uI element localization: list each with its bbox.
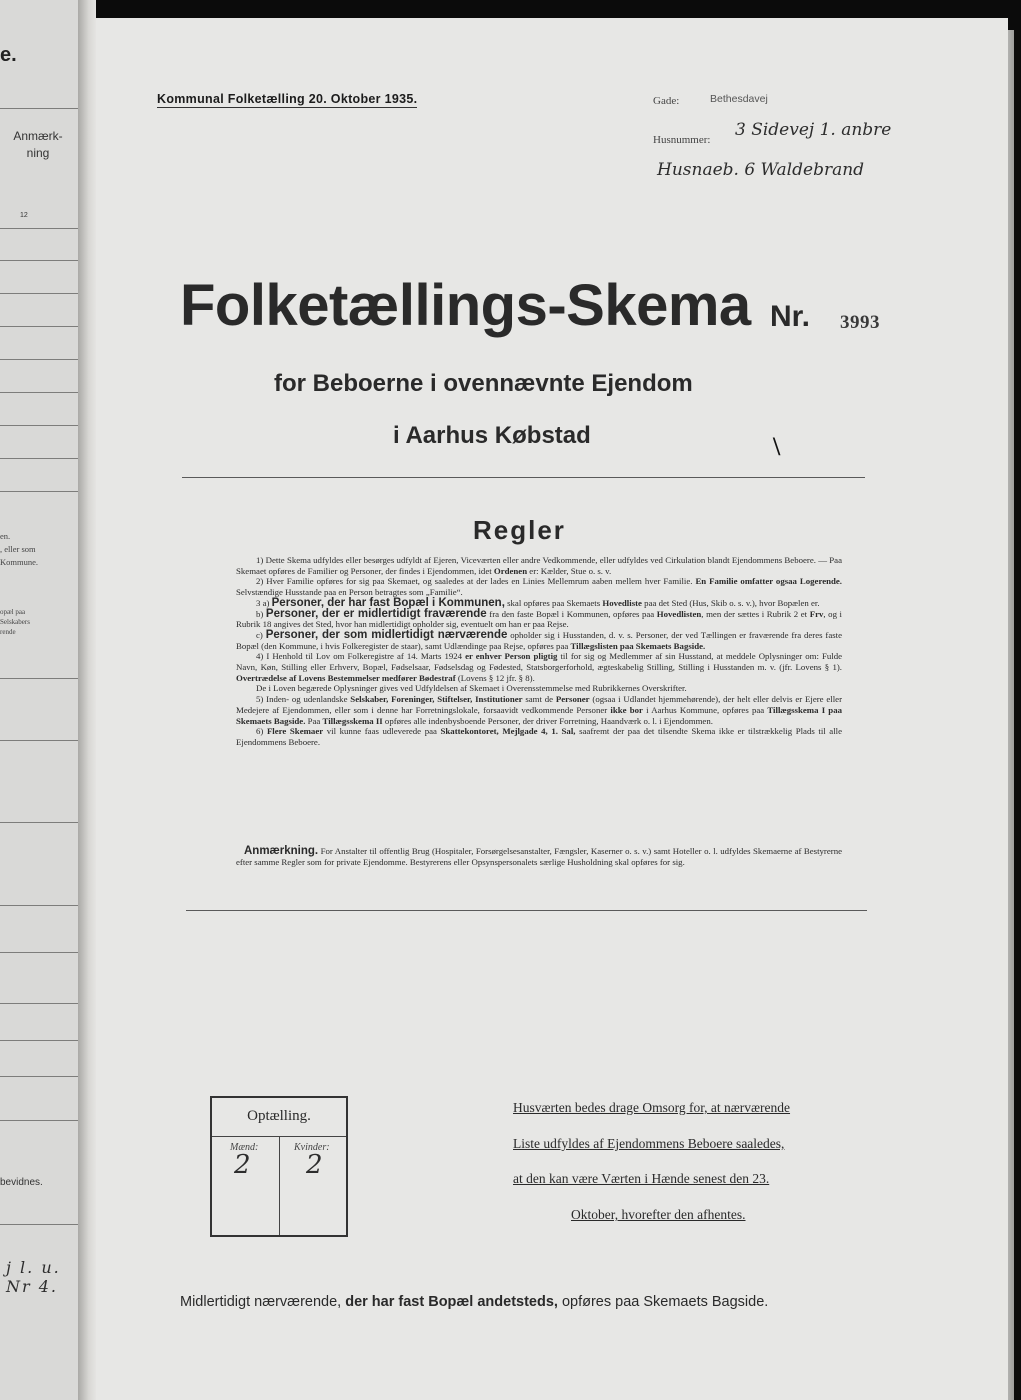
- remark-paragraph: [236, 846, 842, 868]
- left-page-note-1: en. , eller som Kommune.: [0, 531, 39, 567]
- remark-text: For Anstalter til offentlig Brug (Hospitaler, Forsørgelsesanstalter, Fængsler, Kaserner o. s. v.) samt Hoteller o. l. udfyldes Skemaerne af Bestyrerne efter samme Regler som for private Ejendomme. Bestyrerens eller Opsynspersonalets særlige Husholdning skal opføres for sig.: [236, 846, 842, 867]
- rules-body: [236, 555, 842, 748]
- divider-bottom: [186, 910, 867, 911]
- rule-4: 4) I Henhold til Lov om Folkeregistre af 14. Marts 1924 er enhver Person pligtig til for sig og Medlemmer af sin Husstand, at meddele Oplysninger om: Fulde Navn, Køn, Stilling eller Erhverv, Bopæl, Fødselsaar, Fødselsdag og Fødested, Statsborgerforhold, ægteskabelig Stilling, Stilling i Husstanden m. v. (jfr. Lovens § 1). Overtrædelse af Lovens Bestemmelser medfører Bødestraf (Lovens § 12 jfr. § 8).: [236, 651, 842, 683]
- census-line: Kommunal Folketælling 20. Oktober 1935.: [157, 92, 418, 106]
- rules-heading: Regler: [473, 515, 566, 545]
- street-label: Gade:: [653, 95, 680, 107]
- left-page-note-2: opæl paa Selskabers rende: [0, 608, 30, 636]
- men-count: 2: [234, 1150, 251, 1180]
- rule-3a: 3 a) Personer, der har fast Bopæl i Kommunen, skal opføres paa Skemaets Hovedliste paa det Sted (Hus, Skib o. s. v.), hvor Bopælen er.: [256, 596, 820, 609]
- left-page-handwriting: j l. u. Nr 4.: [6, 1258, 61, 1296]
- number-label: Nr.: [770, 300, 811, 333]
- divider-top: [182, 477, 865, 478]
- left-page-column-header: Anmærk- ning: [13, 129, 63, 160]
- landlord-note-line-1: Husværten bedes drage Omsorg for, at nærværende: [513, 1100, 791, 1115]
- women-count: 2: [306, 1150, 323, 1180]
- street-value: Bethesdavej: [710, 93, 768, 105]
- men-label: Mænd:: [230, 1142, 259, 1153]
- form-title: Folketællings-Skema: [180, 273, 751, 338]
- women-label: Kvinder:: [294, 1142, 330, 1153]
- count-box: [210, 1096, 348, 1237]
- left-page-top-fragment: e.: [0, 44, 17, 66]
- form-number: 3993: [840, 312, 880, 333]
- handwritten-extra-note: Husnaeb. 6 Waldebrand: [657, 160, 865, 180]
- landlord-note-line-3: at den kan være Værten i Hænde senest den 23.: [513, 1171, 770, 1186]
- house-number-value: 3 Sidevej 1. anbre: [735, 120, 892, 140]
- rule-6: 6) Flere Skemaer vil kunne faas udleverede paa Skattekontoret, Mejlgade 4, 1. Sal, saafremt der paa det tilsendte Skema ikke er tilstrækkelig Plads til alle Ejendommens Beboere.: [236, 726, 843, 747]
- footer-note: Midlertidigt nærværende, der har fast Bopæl andetsteds, opføres paa Skemaets Bagside.: [180, 1294, 769, 1310]
- pencil-mark: \: [773, 432, 781, 461]
- count-box-title: Optælling.: [212, 1098, 346, 1137]
- subtitle-town: i Aarhus Købstad: [393, 422, 591, 449]
- rule-5: 5) Inden- og udenlandske Selskaber, Foreninger, Stiftelser, Institutioner samt de Personer (ogsaa i Udlandet hjemmehørende), der helt eller delvis er Ejere eller Medejere af Ejendommen, eller som i denne har Forretningslokale, forsaavidt vedkommende Personer ikke bor i Aarhus Kommune, opføres paa Tillægsskema I paa Skemaets Bagside. Paa Tillægsskema II opføres alle indenbysboende Personer, der driver Forretning, Haandværk o. l. i Ejendommen.: [236, 694, 843, 726]
- left-adjacent-page: [0, 0, 79, 1400]
- left-page-note-3: bevidnes.: [0, 1177, 43, 1188]
- remark-label: Anmærkning.: [244, 845, 319, 857]
- rule-4-note: De i Loven begærede Oplysninger gives ved Udfyldelsen af Skemaet i Overensstemmelse med Rubrikkernes Overskrifter.: [256, 683, 687, 694]
- book-gutter: [78, 0, 96, 1400]
- rule-1: 1) Dette Skema udfyldes eller besørges udfyldt af Ejeren, Viceværten eller andre Vedkommende, eller udfyldes ved Cirkulation blandt Ejendommens Beboere. — Paa Skemaet opføres de Familier og Personer, der findes i Ejendommen, idet Ordenen er: Kælder, Stue o. s. v.: [236, 555, 842, 576]
- rule-2: 2) Hver Familie opføres for sig paa Skemaet, og saaledes at der lades en Linies Mellemrum aaben mellem hver Familie. En Familie omfatter ogsaa Logerende. Selvstændige Husstande paa en Person betragtes som „Familie“.: [236, 576, 842, 598]
- landlord-note-line-2: Liste udfyldes af Ejendommens Beboere saaledes,: [513, 1136, 785, 1151]
- subtitle-residents: for Beboerne i ovennævnte Ejendom: [274, 370, 693, 397]
- landlord-note-line-4: Oktober, hvorefter den afhentes.: [571, 1207, 746, 1222]
- rule-3c: c) Personer, der som midlertidigt nærværende opholder sig i Husstanden, d. v. s. Personer, der ved Tællingen er fraværende fra deres faste Bopæl (den Kommune, i hvis Folkeregister de staar), samt Udlændinge paa Rejse, opføres paa Tillægslisten paa Skemaets Bagside.: [236, 628, 843, 651]
- rule-3b: b) Personer, der er midlertidigt fraværende fra den faste Bopæl i Kommunen, opføres paa Hovedlisten, men der sættes i Rubrik 2 et Frv, og i Rubrik 18 angives det Sted, hvor han midlertidigt opholder sig, eventuelt om han er paa Rejse.: [236, 607, 843, 630]
- house-number-label: Husnummer:: [653, 134, 711, 146]
- left-page-column-number: 12: [20, 212, 28, 219]
